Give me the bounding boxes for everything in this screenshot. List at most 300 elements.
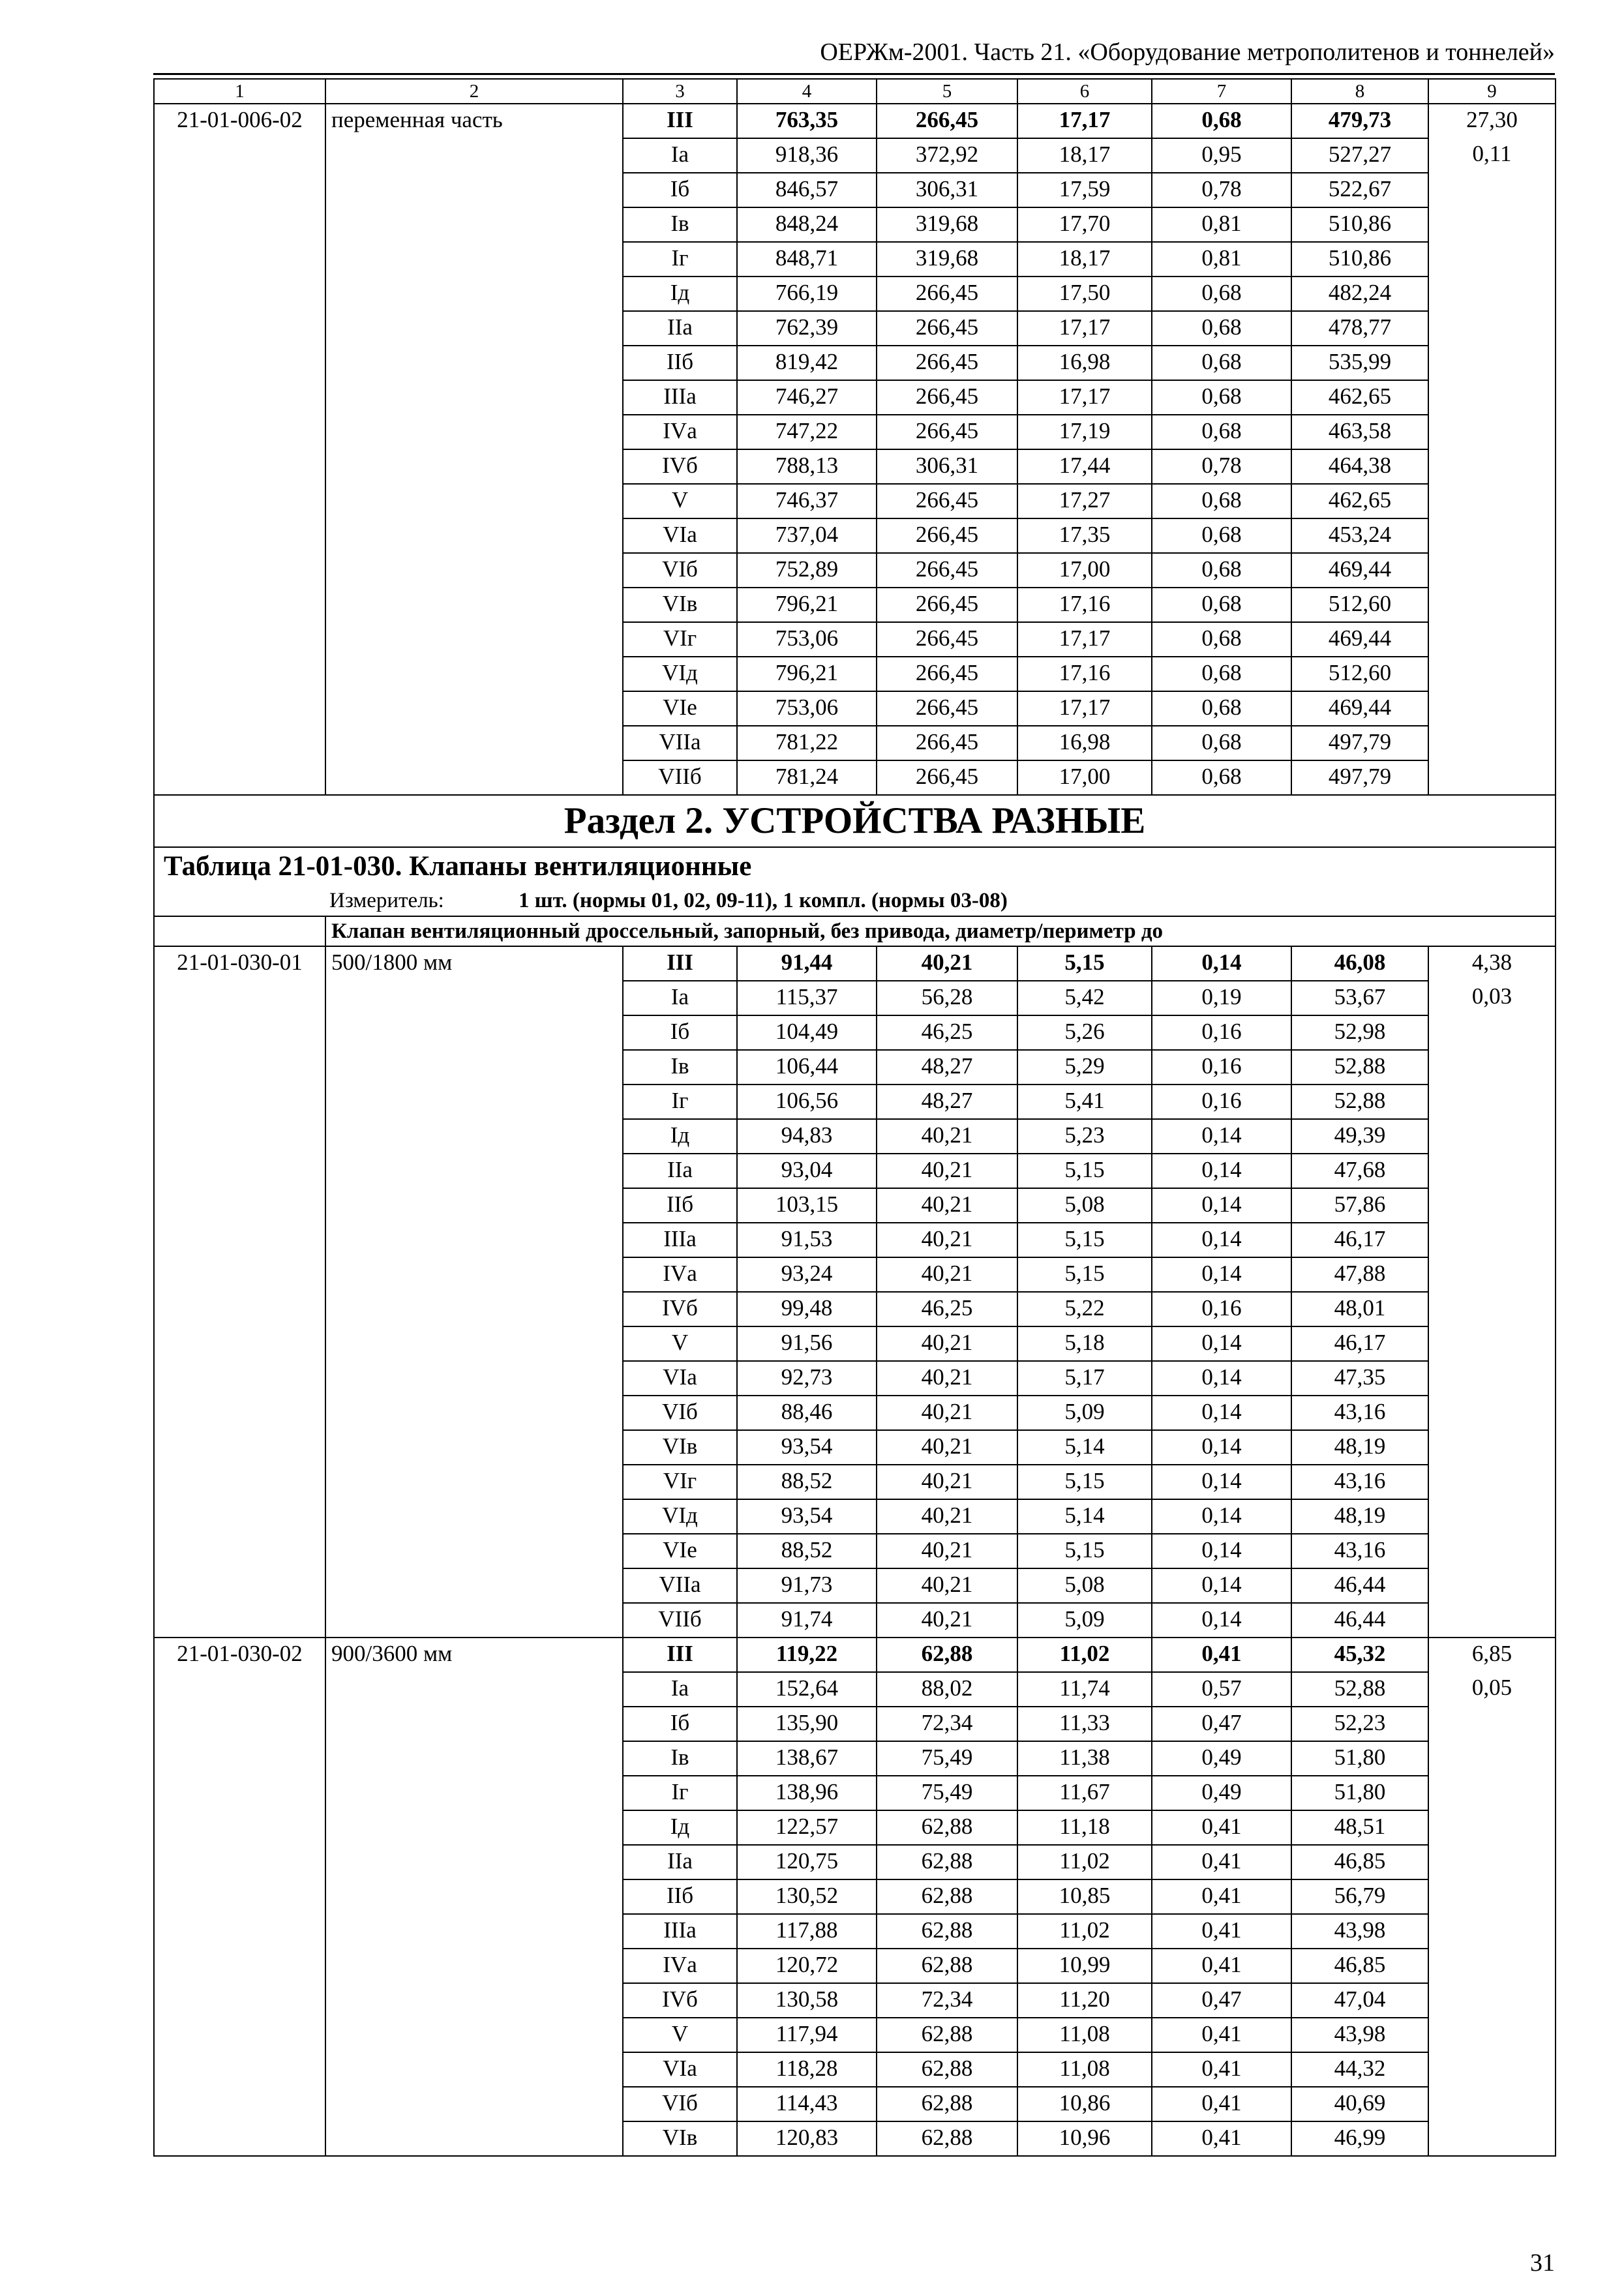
value-cell: 62,88: [877, 2121, 1017, 2156]
value-cell: 17,17: [1017, 104, 1152, 138]
value-cell: 48,51: [1291, 1810, 1428, 1845]
column-number: 3: [623, 79, 737, 104]
value-cell: 0,68: [1152, 380, 1291, 415]
value-cell: 62,88: [877, 1845, 1017, 1879]
value-cell: 0,14: [1152, 1188, 1291, 1223]
zone-code: Iв: [623, 207, 737, 242]
norm-code: 21-01-030-02: [154, 1638, 325, 2156]
column-number: 4: [737, 79, 877, 104]
value-cell: 117,88: [737, 1914, 877, 1949]
value-cell: 497,79: [1291, 726, 1428, 760]
meter-value: 1 шт. (нормы 01, 02, 09-11), 1 компл. (нормы 03-08): [519, 889, 1008, 912]
zone-code: VIе: [623, 691, 737, 726]
header-rule: [153, 73, 1555, 75]
value-cell: 0,49: [1152, 1776, 1291, 1810]
value-cell: 46,17: [1291, 1326, 1428, 1361]
value-cell: 5,17: [1017, 1361, 1152, 1396]
value-cell: 0,14: [1152, 1568, 1291, 1603]
value-cell: 0,19: [1152, 981, 1291, 1015]
value-cell: 62,88: [877, 1879, 1017, 1914]
value-cell: 497,79: [1291, 760, 1428, 795]
value-cell: 11,38: [1017, 1741, 1152, 1776]
value-cell: 5,14: [1017, 1499, 1152, 1534]
zone-code: IVа: [623, 1257, 737, 1292]
value-cell: 92,73: [737, 1361, 877, 1396]
column-number: 1: [154, 79, 325, 104]
norms-table: [153, 78, 1556, 2157]
column-number: 5: [877, 79, 1017, 104]
value-cell: 266,45: [877, 553, 1017, 588]
value-cell: 88,52: [737, 1534, 877, 1568]
value-cell: 5,22: [1017, 1292, 1152, 1326]
value-cell: 17,16: [1017, 588, 1152, 622]
value-cell: 93,54: [737, 1499, 877, 1534]
value-cell: 40,21: [877, 1154, 1017, 1188]
value-cell: 0,68: [1152, 622, 1291, 657]
zone-code: Iа: [623, 1672, 737, 1707]
table-title-row: [154, 847, 1556, 886]
value-cell: 52,88: [1291, 1085, 1428, 1119]
value-cell: 0,41: [1152, 1845, 1291, 1879]
value-cell: 62,88: [877, 2018, 1017, 2052]
value-cell: 10,85: [1017, 1879, 1152, 1914]
value-cell: 0,41: [1152, 2087, 1291, 2121]
value-cell: 0,95: [1152, 138, 1291, 173]
value-cell: 0,68: [1152, 484, 1291, 518]
value-cell: 510,86: [1291, 242, 1428, 277]
value-cell: 62,88: [877, 1638, 1017, 1672]
value-cell: 17,17: [1017, 311, 1152, 346]
value-cell: 48,19: [1291, 1499, 1428, 1534]
value-cell: 40,21: [877, 1119, 1017, 1154]
value-cell: 464,38: [1291, 449, 1428, 484]
value-cell: 266,45: [877, 691, 1017, 726]
value-cell: 40,21: [877, 1188, 1017, 1223]
value-cell: 17,70: [1017, 207, 1152, 242]
value-cell: 48,01: [1291, 1292, 1428, 1326]
subheading-row: [154, 916, 1556, 946]
value-cell: 453,24: [1291, 518, 1428, 553]
zone-code: Iг: [623, 1085, 737, 1119]
value-cell: 43,16: [1291, 1396, 1428, 1430]
value-cell: 753,06: [737, 691, 877, 726]
value-cell: 462,65: [1291, 484, 1428, 518]
value-cell: 266,45: [877, 415, 1017, 449]
value-cell: 16,98: [1017, 726, 1152, 760]
value-cell: 512,60: [1291, 657, 1428, 691]
value-cell: 0,78: [1152, 449, 1291, 484]
value-cell: 43,98: [1291, 2018, 1428, 2052]
value-cell: 510,86: [1291, 207, 1428, 242]
value-cell: 17,44: [1017, 449, 1152, 484]
value-cell: 479,73: [1291, 104, 1428, 138]
zone-code: IVб: [623, 1983, 737, 2018]
value-cell: 0,14: [1152, 1326, 1291, 1361]
value-cell: 0,81: [1152, 242, 1291, 277]
value-cell: 40,69: [1291, 2087, 1428, 2121]
value-cell: 527,27: [1291, 138, 1428, 173]
value-cell: 17,59: [1017, 173, 1152, 207]
zone-code: IIб: [623, 346, 737, 380]
col9-value: 0,03: [1428, 981, 1556, 1638]
value-cell: 0,14: [1152, 1499, 1291, 1534]
value-cell: 0,68: [1152, 277, 1291, 311]
zone-code: VIе: [623, 1534, 737, 1568]
norm-name: 500/1800 мм: [325, 946, 623, 1638]
page-number: 31: [1530, 2249, 1555, 2277]
value-cell: 753,06: [737, 622, 877, 657]
value-cell: 120,83: [737, 2121, 877, 2156]
value-cell: 306,31: [877, 173, 1017, 207]
value-cell: 56,79: [1291, 1879, 1428, 1914]
value-cell: 138,67: [737, 1741, 877, 1776]
value-cell: 17,00: [1017, 760, 1152, 795]
subheading: Клапан вентиляционный дроссельный, запорный, без привода, диаметр/периметр до: [325, 916, 1556, 946]
value-cell: 62,88: [877, 2052, 1017, 2087]
value-cell: 11,18: [1017, 1810, 1152, 1845]
value-cell: 43,16: [1291, 1465, 1428, 1499]
value-cell: 117,94: [737, 2018, 877, 2052]
value-cell: 17,00: [1017, 553, 1152, 588]
value-cell: 469,44: [1291, 691, 1428, 726]
value-cell: 62,88: [877, 1810, 1017, 1845]
zone-code: V: [623, 484, 737, 518]
value-cell: 0,16: [1152, 1050, 1291, 1085]
value-cell: 62,88: [877, 1949, 1017, 1983]
value-cell: 796,21: [737, 588, 877, 622]
value-cell: 43,16: [1291, 1534, 1428, 1568]
value-cell: 91,74: [737, 1603, 877, 1638]
col9-value: 0,05: [1428, 1672, 1556, 2156]
value-cell: 5,08: [1017, 1188, 1152, 1223]
value-cell: 17,35: [1017, 518, 1152, 553]
value-cell: 91,44: [737, 946, 877, 981]
value-cell: 0,68: [1152, 657, 1291, 691]
table-title: Таблица 21-01-030. Клапаны вентиляционные: [154, 847, 1556, 886]
zone-code: Iв: [623, 1741, 737, 1776]
value-cell: 0,41: [1152, 1914, 1291, 1949]
zone-code: III: [623, 104, 737, 138]
zone-code: V: [623, 2018, 737, 2052]
value-cell: 17,17: [1017, 691, 1152, 726]
section-title: Раздел 2. УСТРОЙСТВА РАЗНЫЕ: [154, 795, 1556, 847]
value-cell: 0,41: [1152, 2121, 1291, 2156]
zone-code: IIIа: [623, 1223, 737, 1257]
value-cell: 0,78: [1152, 173, 1291, 207]
value-cell: 319,68: [877, 242, 1017, 277]
value-cell: 266,45: [877, 380, 1017, 415]
col9-value: 4,38: [1428, 946, 1556, 981]
value-cell: 104,49: [737, 1015, 877, 1050]
zone-code: IIа: [623, 1845, 737, 1879]
column-number: 8: [1291, 79, 1428, 104]
value-cell: 5,09: [1017, 1396, 1152, 1430]
zone-code: VIв: [623, 1430, 737, 1465]
value-cell: 119,22: [737, 1638, 877, 1672]
value-cell: 40,21: [877, 1465, 1017, 1499]
value-cell: 152,64: [737, 1672, 877, 1707]
value-cell: 48,27: [877, 1085, 1017, 1119]
value-cell: 266,45: [877, 311, 1017, 346]
value-cell: 306,31: [877, 449, 1017, 484]
zone-code: IIа: [623, 311, 737, 346]
value-cell: 49,39: [1291, 1119, 1428, 1154]
value-cell: 88,46: [737, 1396, 877, 1430]
value-cell: 266,45: [877, 104, 1017, 138]
value-cell: 120,75: [737, 1845, 877, 1879]
zone-code: IIа: [623, 1154, 737, 1188]
value-cell: 47,88: [1291, 1257, 1428, 1292]
value-cell: 135,90: [737, 1707, 877, 1741]
value-cell: 11,67: [1017, 1776, 1152, 1810]
zone-code: V: [623, 1326, 737, 1361]
value-cell: 11,02: [1017, 1845, 1152, 1879]
value-cell: 46,85: [1291, 1845, 1428, 1879]
value-cell: 56,28: [877, 981, 1017, 1015]
value-cell: 266,45: [877, 277, 1017, 311]
value-cell: 40,21: [877, 1326, 1017, 1361]
zone-code: Iв: [623, 1050, 737, 1085]
zone-code: IIIа: [623, 1914, 737, 1949]
column-number: 2: [325, 79, 623, 104]
value-cell: 266,45: [877, 726, 1017, 760]
value-cell: 5,09: [1017, 1603, 1152, 1638]
value-cell: 51,80: [1291, 1741, 1428, 1776]
value-cell: 17,50: [1017, 277, 1152, 311]
value-cell: 130,58: [737, 1983, 877, 2018]
zone-code: VIIа: [623, 726, 737, 760]
value-cell: 266,45: [877, 518, 1017, 553]
value-cell: 781,24: [737, 760, 877, 795]
value-cell: 62,88: [877, 2087, 1017, 2121]
value-cell: 93,24: [737, 1257, 877, 1292]
value-cell: 11,02: [1017, 1638, 1152, 1672]
value-cell: 0,14: [1152, 1154, 1291, 1188]
column-number: 9: [1428, 79, 1556, 104]
value-cell: 40,21: [877, 1603, 1017, 1638]
value-cell: 5,23: [1017, 1119, 1152, 1154]
zone-code: IIб: [623, 1879, 737, 1914]
value-cell: 5,15: [1017, 1534, 1152, 1568]
value-cell: 0,41: [1152, 2018, 1291, 2052]
value-cell: 75,49: [877, 1776, 1017, 1810]
value-cell: 266,45: [877, 346, 1017, 380]
value-cell: 0,14: [1152, 1534, 1291, 1568]
value-cell: 72,34: [877, 1707, 1017, 1741]
value-cell: 40,21: [877, 946, 1017, 981]
value-cell: 10,86: [1017, 2087, 1152, 2121]
value-cell: 0,41: [1152, 1949, 1291, 1983]
zone-code: Iа: [623, 138, 737, 173]
value-cell: 746,37: [737, 484, 877, 518]
value-cell: 0,41: [1152, 1810, 1291, 1845]
value-cell: 788,13: [737, 449, 877, 484]
table-body: [154, 79, 1556, 2156]
zone-code: VIб: [623, 553, 737, 588]
value-cell: 17,16: [1017, 657, 1152, 691]
value-cell: 266,45: [877, 657, 1017, 691]
value-cell: 40,21: [877, 1361, 1017, 1396]
table-row: [154, 104, 1556, 138]
value-cell: 0,47: [1152, 1707, 1291, 1741]
value-cell: 796,21: [737, 657, 877, 691]
value-cell: 103,15: [737, 1188, 877, 1223]
value-cell: 5,15: [1017, 1465, 1152, 1499]
zone-code: III: [623, 1638, 737, 1672]
value-cell: 848,71: [737, 242, 877, 277]
meter-row: [154, 886, 1556, 916]
zone-code: Iб: [623, 1015, 737, 1050]
value-cell: 40,21: [877, 1223, 1017, 1257]
value-cell: 52,23: [1291, 1707, 1428, 1741]
zone-code: Iг: [623, 242, 737, 277]
value-cell: 11,08: [1017, 2052, 1152, 2087]
value-cell: 0,68: [1152, 726, 1291, 760]
value-cell: 819,42: [737, 346, 877, 380]
value-cell: 47,35: [1291, 1361, 1428, 1396]
value-cell: 40,21: [877, 1396, 1017, 1430]
zone-code: VIа: [623, 1361, 737, 1396]
value-cell: 48,19: [1291, 1430, 1428, 1465]
value-cell: 120,72: [737, 1949, 877, 1983]
value-cell: 106,56: [737, 1085, 877, 1119]
value-cell: 0,16: [1152, 1085, 1291, 1119]
zone-code: VIд: [623, 1499, 737, 1534]
zone-code: IIб: [623, 1188, 737, 1223]
value-cell: 91,53: [737, 1223, 877, 1257]
value-cell: 469,44: [1291, 622, 1428, 657]
value-cell: 0,49: [1152, 1741, 1291, 1776]
value-cell: 848,24: [737, 207, 877, 242]
value-cell: 46,25: [877, 1292, 1017, 1326]
value-cell: 0,16: [1152, 1015, 1291, 1050]
value-cell: 5,15: [1017, 1223, 1152, 1257]
value-cell: 0,68: [1152, 760, 1291, 795]
value-cell: 88,52: [737, 1465, 877, 1499]
value-cell: 266,45: [877, 588, 1017, 622]
value-cell: 115,37: [737, 981, 877, 1015]
value-cell: 11,33: [1017, 1707, 1152, 1741]
value-cell: 752,89: [737, 553, 877, 588]
value-cell: 46,85: [1291, 1949, 1428, 1983]
value-cell: 372,92: [877, 138, 1017, 173]
value-cell: 138,96: [737, 1776, 877, 1810]
value-cell: 512,60: [1291, 588, 1428, 622]
value-cell: 75,49: [877, 1741, 1017, 1776]
value-cell: 5,15: [1017, 1257, 1152, 1292]
zone-code: Iб: [623, 1707, 737, 1741]
running-title: ОЕРЖм-2001. Часть 21. «Оборудование метрополитенов и тоннелей»: [820, 38, 1555, 66]
value-cell: 763,35: [737, 104, 877, 138]
value-cell: 10,96: [1017, 2121, 1152, 2156]
column-number: 7: [1152, 79, 1291, 104]
value-cell: 106,44: [737, 1050, 877, 1085]
value-cell: 11,74: [1017, 1672, 1152, 1707]
norm-code: 21-01-030-01: [154, 946, 325, 1638]
zone-code: Iа: [623, 981, 737, 1015]
value-cell: 5,15: [1017, 1154, 1152, 1188]
value-cell: 0,57: [1152, 1672, 1291, 1707]
value-cell: 118,28: [737, 2052, 877, 2087]
value-cell: 46,99: [1291, 2121, 1428, 2156]
subheading-spacer: [154, 916, 325, 946]
column-number-row: [154, 79, 1556, 104]
value-cell: 40,21: [877, 1430, 1017, 1465]
value-cell: 5,08: [1017, 1568, 1152, 1603]
value-cell: 88,02: [877, 1672, 1017, 1707]
col9-value: 6,85: [1428, 1638, 1556, 1672]
value-cell: 0,14: [1152, 1223, 1291, 1257]
value-cell: 462,65: [1291, 380, 1428, 415]
value-cell: 747,22: [737, 415, 877, 449]
zone-code: Iд: [623, 1119, 737, 1154]
zone-code: IVб: [623, 449, 737, 484]
value-cell: 93,54: [737, 1430, 877, 1465]
zone-code: Iг: [623, 1776, 737, 1810]
column-number: 6: [1017, 79, 1152, 104]
zone-code: Iб: [623, 173, 737, 207]
value-cell: 52,98: [1291, 1015, 1428, 1050]
value-cell: 535,99: [1291, 346, 1428, 380]
value-cell: 737,04: [737, 518, 877, 553]
value-cell: 53,67: [1291, 981, 1428, 1015]
value-cell: 46,17: [1291, 1223, 1428, 1257]
value-cell: 266,45: [877, 484, 1017, 518]
value-cell: 0,68: [1152, 691, 1291, 726]
value-cell: 5,26: [1017, 1015, 1152, 1050]
value-cell: 52,88: [1291, 1050, 1428, 1085]
value-cell: 5,15: [1017, 946, 1152, 981]
value-cell: 781,22: [737, 726, 877, 760]
zone-code: VIб: [623, 1396, 737, 1430]
zone-code: VIг: [623, 622, 737, 657]
value-cell: 51,80: [1291, 1776, 1428, 1810]
zone-code: VIд: [623, 657, 737, 691]
value-cell: 99,48: [737, 1292, 877, 1326]
value-cell: 0,14: [1152, 1119, 1291, 1154]
value-cell: 5,18: [1017, 1326, 1152, 1361]
table-row: [154, 946, 1556, 981]
value-cell: 18,17: [1017, 242, 1152, 277]
value-cell: 40,21: [877, 1499, 1017, 1534]
col9-value: 0,11: [1428, 138, 1556, 795]
value-cell: 47,68: [1291, 1154, 1428, 1188]
value-cell: 44,32: [1291, 2052, 1428, 2087]
zone-code: VIг: [623, 1465, 737, 1499]
norm-code: 21-01-006-02: [154, 104, 325, 795]
value-cell: 91,73: [737, 1568, 877, 1603]
value-cell: 48,27: [877, 1050, 1017, 1085]
value-cell: 40,21: [877, 1257, 1017, 1292]
value-cell: 16,98: [1017, 346, 1152, 380]
value-cell: 57,86: [1291, 1188, 1428, 1223]
value-cell: 0,68: [1152, 311, 1291, 346]
value-cell: 5,14: [1017, 1430, 1152, 1465]
zone-code: VIIа: [623, 1568, 737, 1603]
value-cell: 43,98: [1291, 1914, 1428, 1949]
zone-code: VIа: [623, 518, 737, 553]
value-cell: 91,56: [737, 1326, 877, 1361]
value-cell: 122,57: [737, 1810, 877, 1845]
value-cell: 46,25: [877, 1015, 1017, 1050]
zone-code: VIIб: [623, 1603, 737, 1638]
zone-code: IVб: [623, 1292, 737, 1326]
value-cell: 45,32: [1291, 1638, 1428, 1672]
value-cell: 11,08: [1017, 2018, 1152, 2052]
value-cell: 0,41: [1152, 1638, 1291, 1672]
norm-name: переменная часть: [325, 104, 623, 795]
value-cell: 0,14: [1152, 1430, 1291, 1465]
